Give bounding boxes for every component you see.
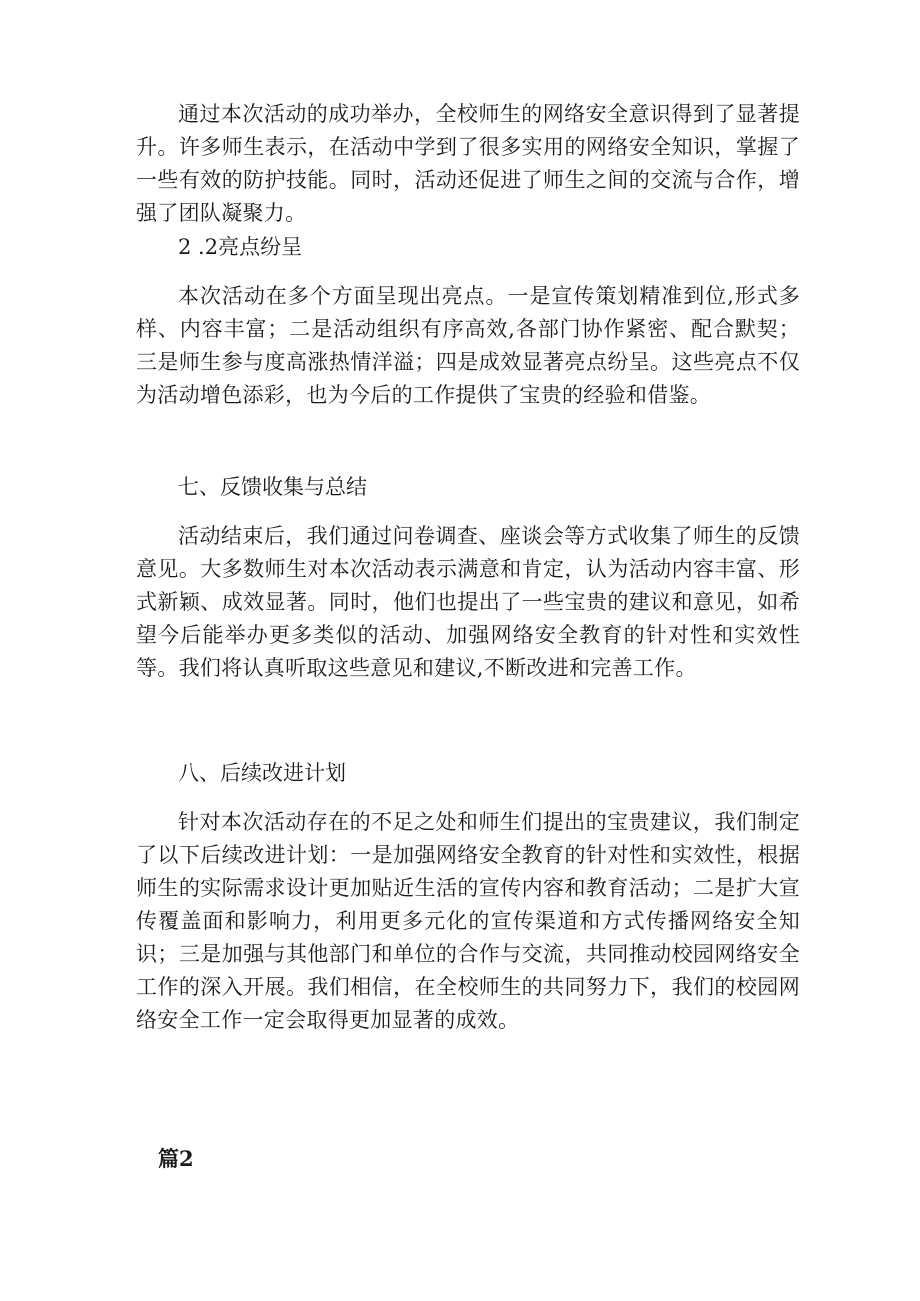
section-heading-highlights: 2 .2亮点纷呈: [178, 235, 303, 259]
section-heading-feedback: 七、反馈收集与总结: [178, 475, 367, 499]
section-heading-improvement-plan: 八、后续改进计划: [178, 761, 346, 785]
paragraph-improvement-plan: 针对本次活动存在的不足之处和师生们提出的宝贵建议，我们制定了以下后续改进计划：一是加强网络安全教育的针对性和实效性，根据师生的实际需求设计更加贴近生活的宣传内容和教育活动；二是扩大宣传覆盖面和影响力，利用更多元化的宣传渠道和方式传播网络安全知识；三是加强与其他部门和单位的合作与交流，共同推动校园网络安全工作的深入开展。我们相信，在全校师生的共同努力下，我们的校园网络安全工作一定会取得更加显著的成效。: [136, 810, 800, 1032]
paragraph-activity-results: 通过本次活动的成功举办，全校师生的网络安全意识得到了显著提升。许多师生表示，在活动中学到了很多实用的网络安全知识，掌握了一些有效的防护技能。同时，活动还促进了师生之间的交流与合作，增强了团队凝聚力。: [136, 102, 800, 225]
paragraph-feedback: 活动结束后，我们通过问卷调查、座谈会等方式收集了师生的反馈意见。大多数师生对本次活动表示满意和肯定，认为活动内容丰富、形式新颖、成效显著。同时，他们也提出了一些宝贵的建议和意见，如希望今后能举办更多类似的活动、加强网络安全教育的针对性和实效性等。我们将认真听取这些意见和建议,不断改进和完善工作。: [136, 524, 800, 680]
chapter-heading-part-2: 篇2: [158, 1146, 194, 1171]
paragraph-highlights: 本次活动在多个方面呈现出亮点。一是宣传策划精准到位,形式多样、内容丰富；二是活动组织有序高效,各部门协作紧密、配合默契；三是师生参与度高涨热情洋溢；四是成效显著亮点纷呈。这些亮点不仅为活动增色添彩，也为今后的工作提供了宝贵的经验和借鉴。: [136, 284, 800, 407]
